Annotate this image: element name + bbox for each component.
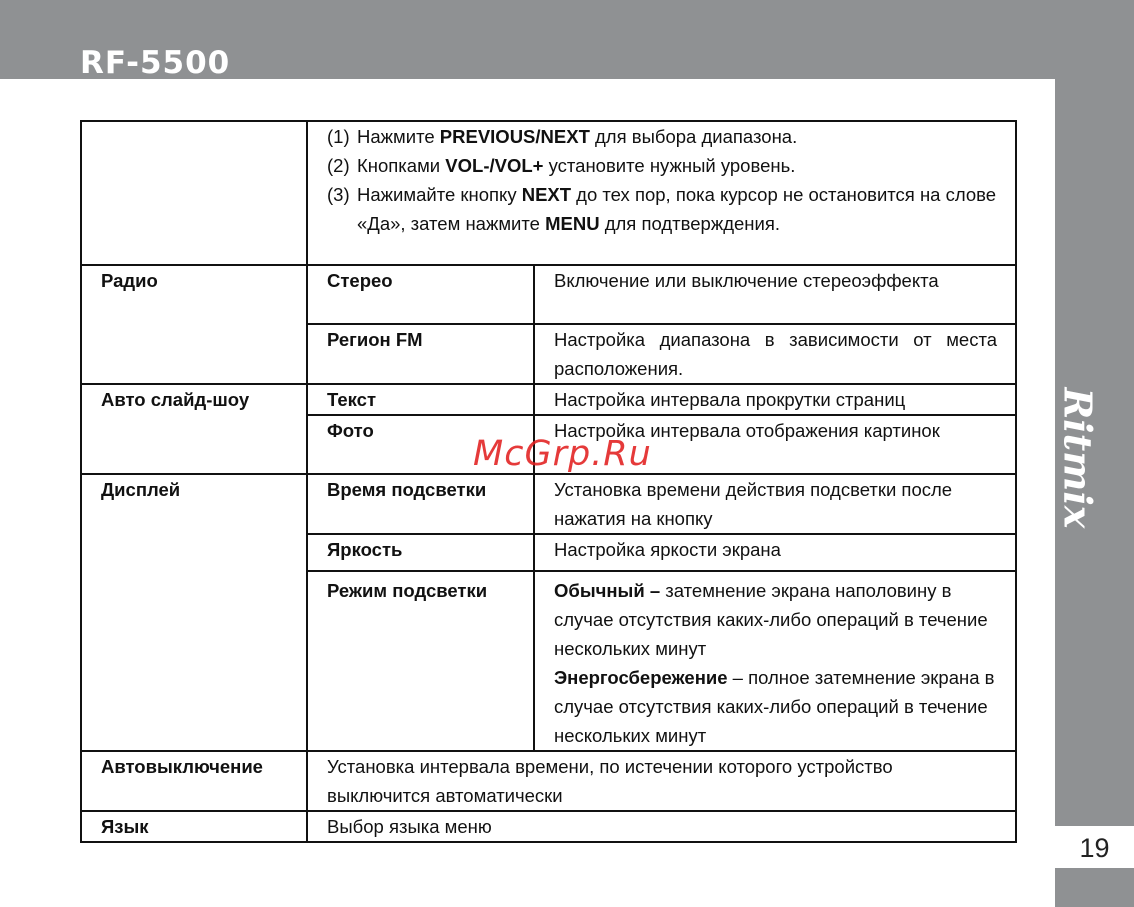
steps-list (327, 122, 997, 238)
desc-text: Настройка интервала прокрутки страниц (534, 384, 1016, 415)
watermark: McGrp.Ru (473, 434, 652, 474)
table-row (81, 265, 1016, 324)
setting-fm-region: Регион FM (307, 324, 534, 384)
empty-cell (81, 121, 307, 265)
table-row (81, 384, 1016, 415)
list-item: (2) Кнопками VOL-/VOL+ установите нужный уровень. (327, 155, 796, 176)
setting-backlight-time: Время подсветки (307, 474, 534, 534)
brand-logo: Ritmix (1055, 387, 1101, 529)
setting-text: Текст (307, 384, 534, 415)
desc-brightness: Настройка яркости экрана (534, 534, 1016, 571)
desc-stereo: Включение или выключение стереоэффекта (534, 265, 1016, 324)
mode-eco: Энергосбережение – полное затемнение экрана в случае отсутствия каких-либо операций в течение нескольких минут (554, 667, 995, 746)
setting-brightness: Яркость (307, 534, 534, 571)
desc-photo: Настройка интервала отображения картинок (534, 415, 1016, 474)
intro-cell (307, 121, 1016, 265)
setting-stereo: Стерео (307, 265, 534, 324)
desc-fm-region: Настройка диапазона в зависимости от места расположения. (534, 324, 1016, 384)
table-row (81, 811, 1016, 842)
page-number-box (1055, 826, 1134, 868)
category-language: Язык (81, 811, 307, 842)
desc-backlight-time: Установка времени действия подсветки после нажатия на кнопку (534, 474, 1016, 534)
model-title: RF-5500 (80, 45, 231, 81)
table-row (81, 121, 1016, 265)
category-radio: Радио (81, 265, 307, 384)
table-row (81, 474, 1016, 534)
category-autooff: Автовыключение (81, 751, 307, 811)
desc-language: Выбор языка меню (307, 811, 1016, 842)
table-row (81, 751, 1016, 811)
setting-photo: Фото (307, 415, 534, 474)
list-item: (1) Нажмите PREVIOUS/NEXT для выбора диапазона. (327, 126, 798, 147)
mode-normal: Обычный – затемнение экрана наполовину в случае отсутствия каких-либо операций в течение нескольких минут (554, 580, 988, 659)
desc-backlight-mode (534, 571, 1016, 751)
setting-backlight-mode: Режим подсветки (307, 571, 534, 751)
page-number: 19 (1079, 833, 1110, 863)
category-display: Дисплей (81, 474, 307, 751)
desc-autooff: Установка интервала времени, по истечении которого устройство выключится автоматически (307, 751, 1016, 811)
list-item: (3) Нажимайте кнопку NEXT до тех пор, пока курсор не остановится на слове «Да», затем нажмите MENU для подтверждения. (327, 184, 997, 234)
settings-table (80, 120, 1017, 843)
category-slideshow: Авто слайд-шоу (81, 384, 307, 474)
